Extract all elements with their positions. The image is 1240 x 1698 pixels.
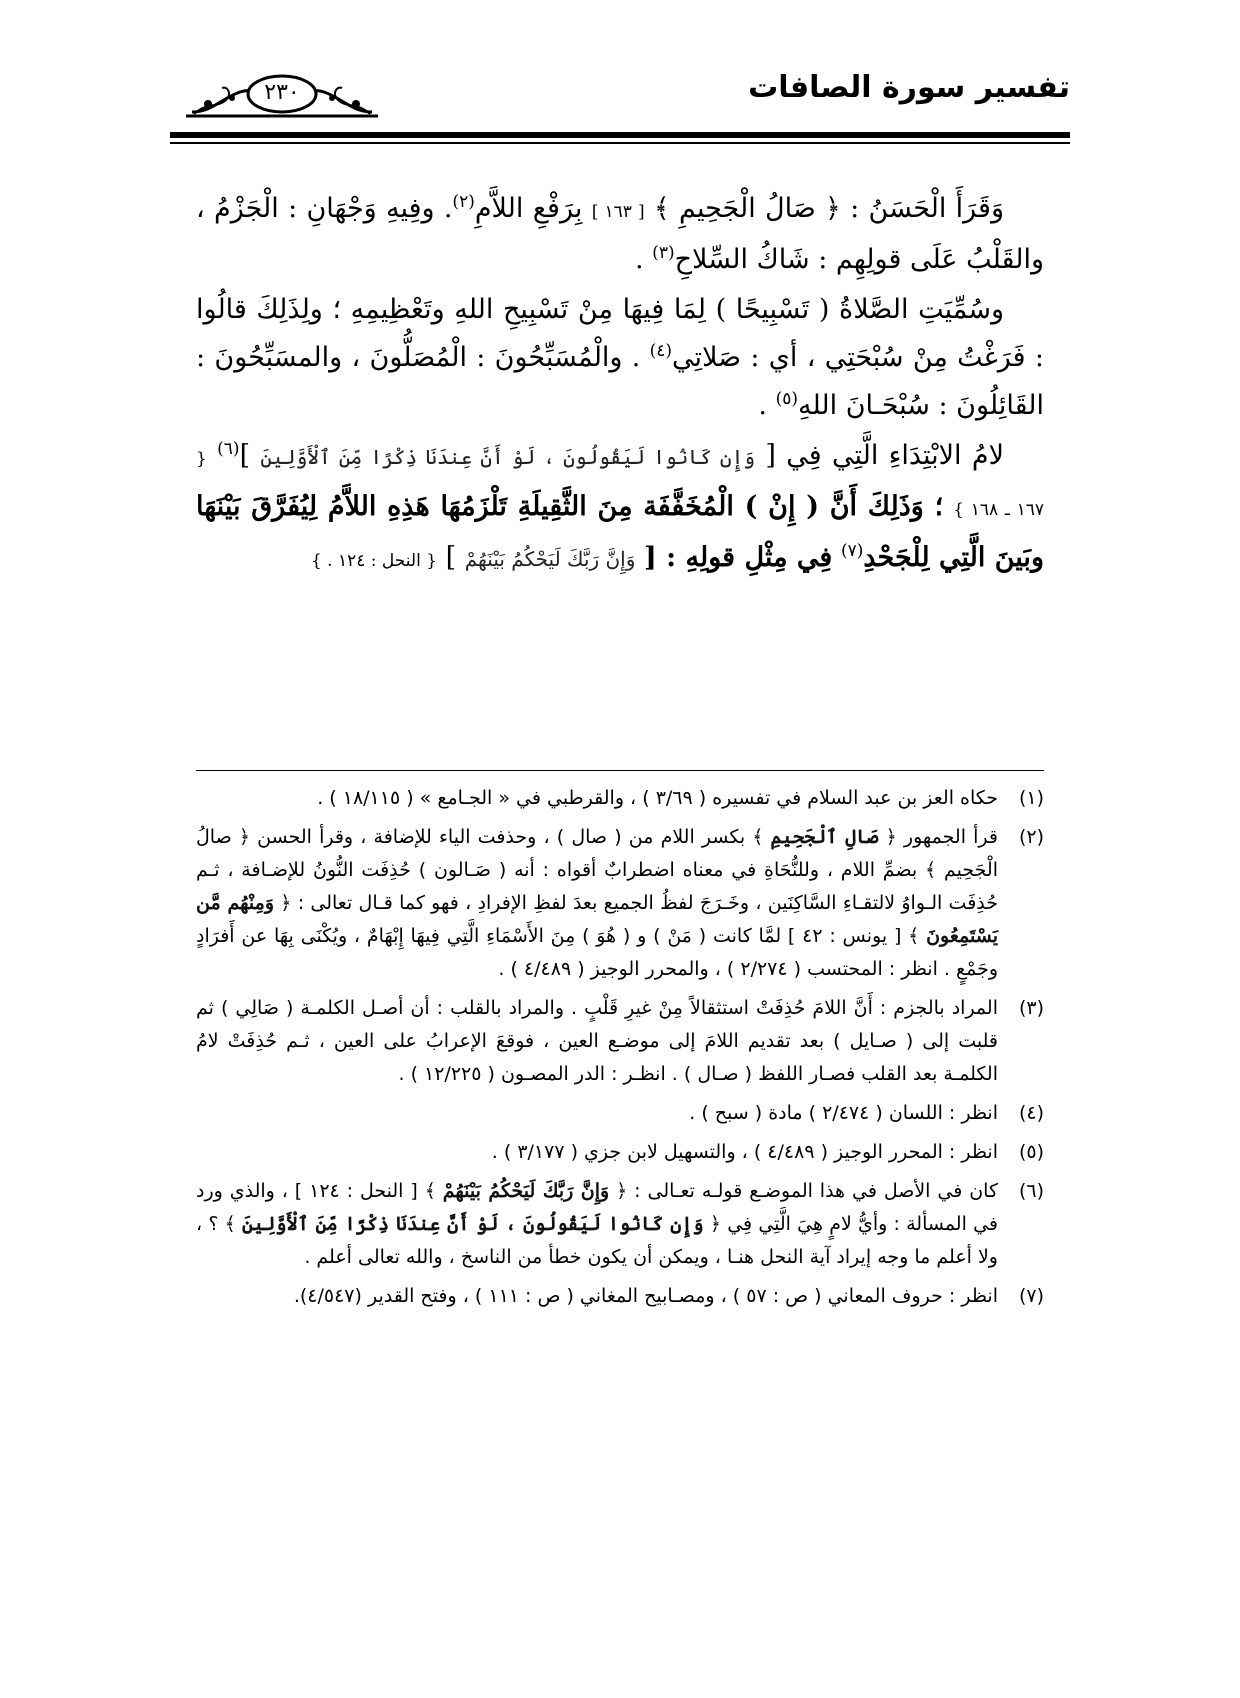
- footnote-number: (١): [1018, 787, 1044, 809]
- footnote-text: المراد بالجزم : أَنَّ اللامَ حُذِفَتْ استثقالاً مِنْ غيرِ قَلْبٍ . والمراد بالقلب : أن أصـل الكلمـة ( صَالِي ) ثم قلبت إلى ( صـايل ) بعد تقديم اللامَ إلى موضـع العين ، فوقعَ الإعرابُ على العين ، ثـم حُذِفَتْ لامُ الكلمـة بعد القلب فصـار اللفظ ( صـال ) . انظـر : الدر المصـون ( ١٢/٢٢٥ ) .: [196, 997, 998, 1085]
- page-header: [170, 60, 1070, 140]
- p2-end: .: [758, 390, 767, 421]
- footnote-text: انظر : حروف المعاني ( ص : ٥٧ ) ، ومصـابيح المغاني ( ص : ١١١ ) ، وفتح القدير (٤/٥٤٧).: [293, 1285, 998, 1307]
- main-text: [196, 185, 1044, 587]
- footnote-2: [196, 821, 1044, 986]
- p3-verse-ref-2: { النحل : ١٢٤ . }: [310, 551, 438, 571]
- footnote-4: [196, 1097, 1044, 1130]
- footnote-text: انظر : المحرر الوجيز ( ٤/٤٨٩ ) ، والتسهيل لابن جزي ( ٣/١٧٧ ) .: [491, 1141, 998, 1163]
- footnote-number: (٤): [1018, 1102, 1044, 1124]
- footnote-separator: [196, 770, 1044, 771]
- footnote-1: [196, 782, 1044, 815]
- footnote-marker-3: (٣): [652, 243, 675, 263]
- paragraph-3: [196, 432, 1044, 585]
- footnote-text: قرأ الجمهور ﴿: [885, 826, 998, 848]
- footnote-number: (٣): [1018, 997, 1044, 1019]
- footnote-quran: وَإِن كَانُوا لَيَقُولُونَ ، لَوْ أَنَّ عِندَنَا ذِكْرًا مِّنَ ٱلْأَوَّلِينَ: [241, 1213, 704, 1235]
- header-rule-thin: [170, 142, 1070, 144]
- footnote-number: (٥): [1018, 1141, 1044, 1163]
- p2-text: وسُمِّيَتِ الصَّلاةُ ( تَسْبِيحًا ) لِمَا فِيهَا مِنْ تَسْبِيحِ اللهِ وتَعْظِيمِهِ ؛ ولِذَلِكَ قالُوا : فَرَغْتُ مِنْ سُبْحَتِي ، أي : صَلاتِي: [196, 294, 1044, 373]
- footnote-marker-2: (٢): [452, 192, 475, 212]
- footnote-marker-4: (٤): [649, 341, 673, 361]
- footnote-text: ﴾ بكسر اللام من ( صال ) ، وحذفت الياء للإضافة ، وقرأ الحسن ﴿ صالُ الْجَحِيم ﴾ بضمِّ اللام ، وللنُّحَاةِ في معناه اضطرابٌ أقواه : أنه ( صَـالون ) حُذِفَت النُّونُ للإضـافة ، ثـم حُذِفَت الـواوُ لالتقـاءِ السَّاكِنَين ، وخَـرَجَ لفظُ الجميع بعدَ لفظِ الإفرادِ ، فهو كما قـال تعالى : ﴿: [196, 826, 999, 914]
- footnote-number: (٧): [1018, 1285, 1044, 1307]
- paragraph-1: [196, 185, 1044, 284]
- footnote-text: ﴾ [ يونس : ٤٢ ] لمَّا كانت ( مَنْ ) و ( هُوَ ) مِنَ الأَسْمَاءِ الَّتِي فِيهَا إِبْهَامٌ ، ويُكْنَى بِهَا عن أَفرَادٍ وجَمْعٍ . انظر : المحتسب ( ٢/٢٧٤ ) ، والمحرر الوجيز ( ٤/٤٨٩ ) .: [196, 925, 998, 980]
- p3-quran-verse: وَإِن كَانُوا لَيَقُولُونَ ، لَوْ أَنَّ عِندَنَا ذِكْرًا مِّنَ ٱلْأَوَّلِينَ: [260, 445, 756, 469]
- p3-quran-verse-2: وَإِنَّ رَبَّكَ لَيَحْكُمُ بَيْنَهُمْ: [464, 547, 636, 571]
- footnote-6: [196, 1175, 1044, 1274]
- p3-text3: فِي مِثْلِ قولِهِ : [: [643, 542, 833, 573]
- p3-bracket-2: ]: [445, 542, 457, 573]
- p1-text: وَقَرَأَ الْحَسَنُ : ﴿ صَالُ الْجَحِيمِ ﴾: [653, 193, 1004, 224]
- footnote-text: ﴾ [ النحل : ١٢٤ ] ، والذي ورد في المسألة : وأيُّ لامٍ هِيَ الَّتِي فِي ﴿: [196, 1180, 998, 1235]
- footnote-text: كان في الأصل في هذا الموضـع قولـه تعـالى : ﴿: [616, 1180, 999, 1202]
- footnote-number: (٢): [1018, 826, 1044, 848]
- footnote-quran: صَالِ ٱلْجَحِيمِ: [770, 826, 879, 848]
- p3-text: لامُ الابْتِدَاءِ الَّتِي فِي [: [765, 440, 1004, 471]
- footnote-quran: وَمِنْهُم مَّن يَسْتَمِعُونَ: [196, 892, 998, 947]
- footnote-7: [196, 1280, 1044, 1313]
- p3-text2: ؛ وَذَلِكَ أَنَّ ( إِنْ ) الْمُخَفَّفَة مِنَ الثَّقِيلَةِ تَلْزَمُهَا هَذِهِ اللاَّمُ لِيُفَرَّقَ بَيْنَهَا وبَينَ الَّتِي لِلْجَحْدِ: [196, 491, 1044, 573]
- footnote-text: انظر : اللسان ( ٢/٤٧٤ ) مادة ( سبح ) .: [689, 1102, 998, 1124]
- p1-text3: . وفِيهِ وَجْهَانِ : الْجَزْمُ ، والقَلْبُ عَلَى قولِهِم : شَاكُ السِّلاحِ: [196, 193, 1044, 275]
- page-number: ٢٣٠: [264, 80, 300, 105]
- paragraph-2: [196, 286, 1044, 430]
- p1-end: .: [634, 244, 644, 275]
- footnote-quran: وَإِنَّ رَبَّكَ لَيَحْكُمُ بَيْنَهُمْ: [442, 1180, 610, 1202]
- footnotes: [196, 782, 1044, 1319]
- footnote-3: [196, 992, 1044, 1091]
- running-title: تفسير سورة الصافات: [748, 70, 1070, 105]
- p1-text2: بِرَفْعِ اللاَّمِ: [474, 193, 583, 224]
- footnote-marker-7: (٧): [840, 541, 864, 561]
- p2-text2: . والْمُسَبِّحُونَ : الْمُصَلُّونَ ، والمسَبِّحُونَ : القَائِلُونَ : سُبْحَـانَ اللهِ: [196, 342, 1044, 421]
- p1-verse-ref: [ ١٦٣ ]: [591, 202, 645, 222]
- footnote-5: [196, 1136, 1044, 1169]
- footnote-marker-6: (٦): [217, 439, 240, 459]
- footnote-text: ﴾ ؟ ، ولا أعلم ما وجه إيراد آية النحل هنـا ، ويمكن أن يكون خطأ من الناسخ ، والله تعالى أعلم .: [196, 1213, 998, 1268]
- footnote-marker-5: (٥): [775, 389, 798, 409]
- footnote-text: حكاه العز بن عبد السلام في تفسيره ( ٣/٦٩ ) ، والقرطبي في « الجـامع » ( ١٨/١١٥ ) .: [317, 787, 998, 809]
- p3-bracket: ]: [239, 440, 251, 471]
- footnote-number: (٦): [1018, 1180, 1044, 1202]
- p3-verse-ref: { ١٦٧ ـ ١٦٨ }: [196, 449, 1044, 520]
- header-rule-thick: [170, 132, 1070, 138]
